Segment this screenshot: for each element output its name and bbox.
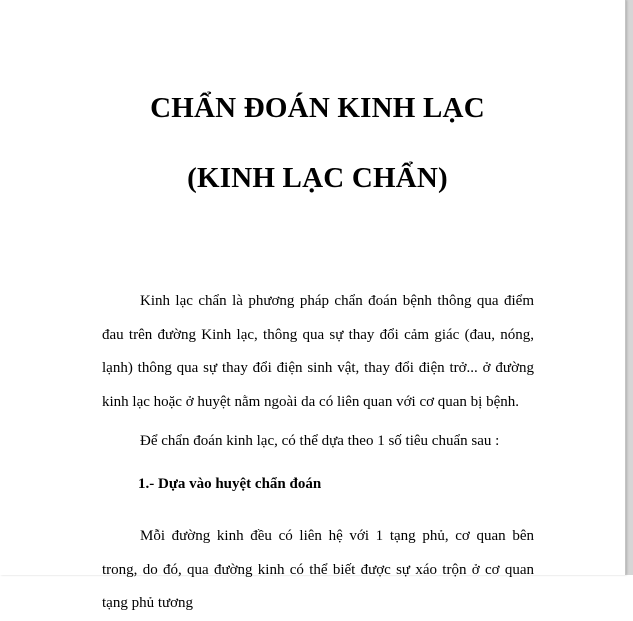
paragraph-body: Mỗi đường kinh đều có liên hệ với 1 tạng phủ, cơ quan bên trong, do đó, qua đường kinh có thể biết được sự xáo trộn ở cơ quan tạng phủ tương [102, 528, 534, 611]
section-heading: 1.- Dựa vào huyệt chẩn đoán [138, 476, 322, 492]
document-subtitle: (KINH LẠC CHẨN) [187, 162, 448, 194]
paragraph-intro: Kinh lạc chẩn là phương pháp chẩn đoán bệnh thông qua điểm đau trên đường Kinh lạc, thông qua sự thay đổi cảm giác (đau, nóng, lạnh) thông qua sự thay đổi điện sinh vật, thay đổi điện trở... ở đường kinh lạc hoặc ở huyệt nằm ngoài da có liên quan với cơ quan bị bệnh. [102, 293, 534, 410]
paragraph-criteria: Để chẩn đoán kinh lạc, có thể dựa theo 1 số tiêu chuẩn sau : [140, 433, 500, 449]
document-title: CHẨN ĐOÁN KINH LẠC [150, 92, 485, 124]
